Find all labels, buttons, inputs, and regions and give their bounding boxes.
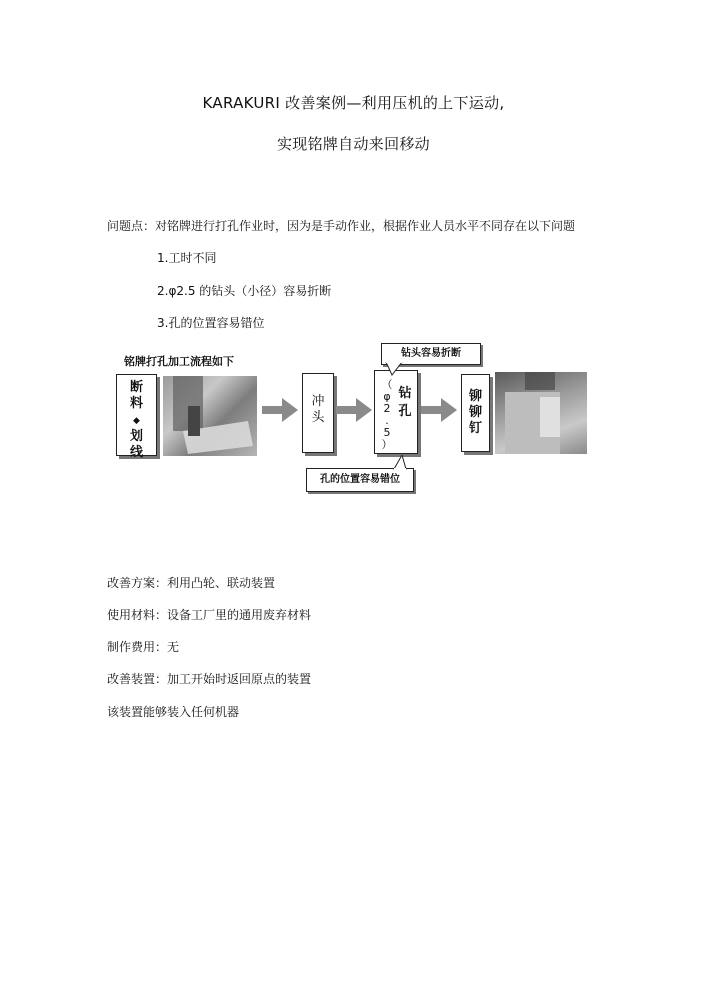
- flow-step-rivet-label: 铆 铆 钉: [468, 389, 482, 436]
- arrow-right-icon: [336, 398, 372, 422]
- solution-line: 改善方案：利用凸轮、联动装置: [107, 576, 276, 590]
- flow-title: 铭牌打孔加工流程如下: [124, 355, 234, 368]
- photo-cutting-image: [163, 376, 257, 456]
- flow-step-cut-mark: [116, 374, 157, 460]
- solution-line: 制作费用：无: [107, 640, 180, 654]
- photo-cutting: [163, 376, 257, 456]
- callout-pointer-icon: [384, 362, 406, 376]
- problem-intro: 问题点：对铭牌进行打孔作业时，因为是手动作业，根据作业人员水平不同存在以下问题: [107, 219, 576, 233]
- callout-drill-breaks: 钻头容易折断: [381, 343, 481, 365]
- solution-line: 该装置能够装入任何机器: [107, 705, 240, 719]
- flow-step-punch: [302, 373, 334, 453]
- flow-step-cut-mark-label: 断 料 ◆ 划 线: [129, 380, 143, 460]
- flow-step-drill-label: （ φ 2 . 5 ） 钻 孔: [381, 378, 412, 451]
- photo-riveting: [495, 372, 587, 454]
- callout-hole-misaligned: 孔的位置容易错位: [306, 468, 414, 492]
- arrow-right-icon: [262, 398, 298, 422]
- problem-item: 1.工时不同: [157, 251, 217, 265]
- problem-item: 3.孔的位置容易错位: [157, 316, 265, 330]
- arrow-right-icon: [421, 398, 457, 422]
- photo-riveting-image: [495, 372, 587, 454]
- solution-line: 使用材料：设备工厂里的通用废弃材料: [107, 608, 312, 622]
- page-title-line1: KARAKURI 改善案例—利用压机的上下运动,: [202, 94, 505, 112]
- solution-line: 改善装置：加工开始时返回原点的装置: [107, 672, 312, 686]
- flow-step-punch-label: 冲 头: [311, 394, 325, 425]
- callout-pointer-icon: [392, 455, 408, 470]
- flow-step-rivet: [461, 374, 490, 452]
- page-title-line2: 实现铭牌自动来回移动: [276, 135, 430, 153]
- problem-item: 2.φ2.5 的钻头（小径）容易折断: [157, 284, 332, 298]
- flow-step-drill: [374, 370, 418, 454]
